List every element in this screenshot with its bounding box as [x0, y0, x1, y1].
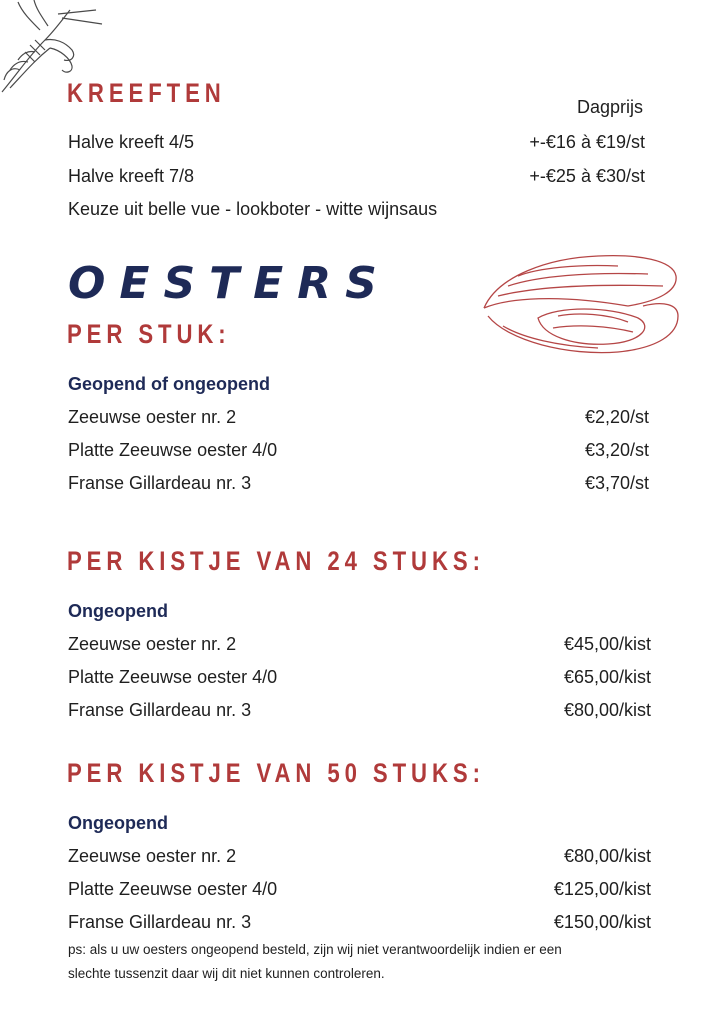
kist24-item-name: Franse Gillardeau nr. 3 [68, 700, 252, 720]
kist50-item-price: €125,00/kist [553, 879, 651, 899]
kist50-item-name: Franse Gillardeau nr. 3 [68, 912, 252, 932]
oesters-heading: OESTERS [68, 258, 391, 309]
kreeft-item-price: +-€25 à €30/st [529, 166, 645, 186]
per-stuk-heading: PER STUK: [67, 319, 231, 349]
oyster-illustration-icon [478, 246, 683, 361]
kreeften-heading: KREEFTEN [67, 78, 226, 108]
oester-item-price: €2,20/st [584, 407, 649, 427]
kist50-item-price: €80,00/kist [563, 846, 651, 866]
oester-item-name: Platte Zeeuwse oester 4/0 [68, 440, 278, 460]
footnote-line: slechte tussenzit daar wij dit niet kunnen controleren. [68, 966, 385, 981]
kist24-item-name: Zeeuwse oester nr. 2 [68, 634, 237, 654]
kist50-item-name: Platte Zeeuwse oester 4/0 [68, 879, 278, 899]
oester-item-name: Franse Gillardeau nr. 3 [68, 473, 252, 493]
kist50-heading: PER KISTJE VAN 50 STUKS: [67, 758, 485, 788]
kist24-item-name: Platte Zeeuwse oester 4/0 [68, 667, 278, 687]
oester-item-price: €3,70/st [584, 473, 649, 493]
kist24-item-price: €45,00/kist [563, 634, 651, 654]
kreeft-sauce-note: Keuze uit belle vue - lookboter - witte wijnsaus [68, 199, 438, 219]
per-stuk-subtitle: Geopend of ongeopend [68, 374, 270, 394]
kreeft-item-price: +-€16 à €19/st [529, 132, 645, 152]
kist50-subtitle: Ongeopend [68, 813, 168, 833]
kist24-item-price: €80,00/kist [563, 700, 651, 720]
kist24-subtitle: Ongeopend [68, 601, 168, 621]
oester-item-price: €3,20/st [584, 440, 649, 460]
oester-item-name: Zeeuwse oester nr. 2 [68, 407, 237, 427]
kist50-item-price: €150,00/kist [553, 912, 651, 932]
footnote-line: ps: als u uw oesters ongeopend besteld, zijn wij niet verantwoordelijk indien er een [68, 942, 562, 957]
dagprijs-label: Dagprijs [577, 97, 644, 117]
kist24-heading: PER KISTJE VAN 24 STUKS: [67, 546, 485, 576]
kist24-item-price: €65,00/kist [563, 667, 651, 687]
kist50-item-name: Zeeuwse oester nr. 2 [68, 846, 237, 866]
kreeft-item-name: Halve kreeft 7/8 [68, 166, 195, 186]
kreeft-item-name: Halve kreeft 4/5 [68, 132, 195, 152]
